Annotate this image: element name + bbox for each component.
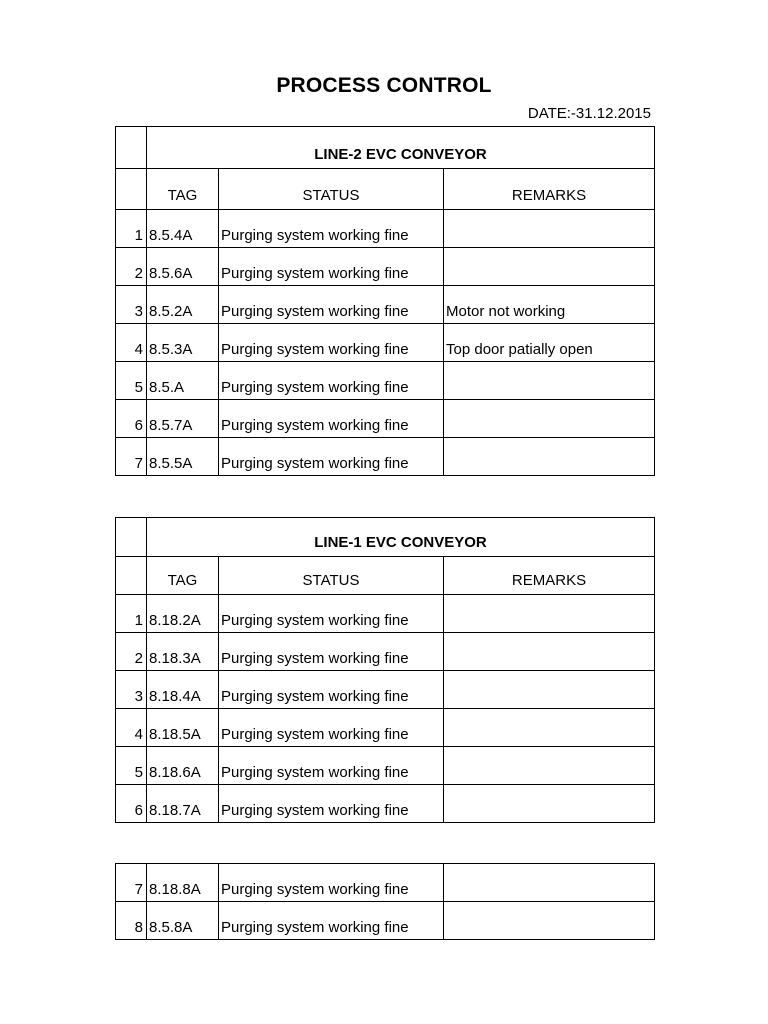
tag-cell: 8.18.7A (147, 785, 219, 823)
status-cell: Purging system working fine (219, 864, 444, 902)
table-row (116, 785, 655, 823)
tag-cell: 8.18.2A (147, 595, 219, 633)
table-row (116, 671, 655, 709)
table-row (116, 633, 655, 671)
remarks-cell: Motor not working (444, 286, 655, 324)
row-number: 3 (116, 286, 147, 324)
table-row (116, 248, 655, 286)
status-cell: Purging system working fine (219, 785, 444, 823)
table-row (116, 324, 655, 362)
tag-cell: 8.5.8A (147, 902, 219, 940)
corner-cell (116, 518, 147, 557)
status-cell: Purging system working fine (219, 286, 444, 324)
tag-cell: 8.18.4A (147, 671, 219, 709)
row-number: 6 (116, 785, 147, 823)
remarks-cell (444, 864, 655, 902)
corner-cell (116, 557, 147, 595)
table-row (116, 362, 655, 400)
row-number: 1 (116, 210, 147, 248)
remarks-cell (444, 248, 655, 286)
status-cell: Purging system working fine (219, 362, 444, 400)
remarks-cell (444, 595, 655, 633)
tag-header: TAG (147, 169, 219, 210)
table-row (116, 747, 655, 785)
tag-cell: 8.5.7A (147, 400, 219, 438)
table-row (116, 595, 655, 633)
remarks-cell (444, 902, 655, 940)
status-cell: Purging system working fine (219, 248, 444, 286)
row-number: 4 (116, 709, 147, 747)
report-date: DATE:-31.12.2015 (527, 105, 651, 122)
table-row (116, 438, 655, 476)
corner-cell (116, 169, 147, 210)
tag-cell: 8.18.5A (147, 709, 219, 747)
status-cell: Purging system working fine (219, 902, 444, 940)
table-row (116, 286, 655, 324)
status-cell: Purging system working fine (219, 747, 444, 785)
remarks-cell (444, 709, 655, 747)
tag-cell: 8.5.A (147, 362, 219, 400)
row-number: 5 (116, 747, 147, 785)
tag-cell: 8.5.5A (147, 438, 219, 476)
line2-title: LINE-2 EVC CONVEYOR (147, 127, 655, 169)
remarks-cell (444, 633, 655, 671)
row-number: 1 (116, 595, 147, 633)
status-cell: Purging system working fine (219, 671, 444, 709)
table-row (116, 400, 655, 438)
status-header: STATUS (219, 169, 444, 210)
tag-cell: 8.18.3A (147, 633, 219, 671)
tag-cell: 8.5.2A (147, 286, 219, 324)
corner-cell (116, 127, 147, 169)
table-row (116, 709, 655, 747)
row-number: 2 (116, 248, 147, 286)
line2-table (115, 126, 655, 476)
page-title: PROCESS CONTROL (276, 74, 492, 97)
remarks-cell (444, 400, 655, 438)
status-cell: Purging system working fine (219, 210, 444, 248)
tag-header: TAG (147, 557, 219, 595)
row-number: 4 (116, 324, 147, 362)
line1-title: LINE-1 EVC CONVEYOR (147, 518, 655, 557)
remarks-cell (444, 362, 655, 400)
tag-cell: 8.18.8A (147, 864, 219, 902)
remarks-cell (444, 747, 655, 785)
status-cell: Purging system working fine (219, 633, 444, 671)
remarks-header: REMARKS (444, 169, 655, 210)
status-cell: Purging system working fine (219, 595, 444, 633)
row-number: 7 (116, 438, 147, 476)
table-row (116, 210, 655, 248)
status-header: STATUS (219, 557, 444, 595)
line1-table (115, 517, 655, 823)
remarks-cell (444, 438, 655, 476)
table-row (116, 902, 655, 940)
tag-cell: 8.5.6A (147, 248, 219, 286)
row-number: 6 (116, 400, 147, 438)
row-number: 2 (116, 633, 147, 671)
table-row (116, 864, 655, 902)
status-cell: Purging system working fine (219, 709, 444, 747)
tag-cell: 8.5.3A (147, 324, 219, 362)
row-number: 8 (116, 902, 147, 940)
tag-cell: 8.18.6A (147, 747, 219, 785)
remarks-cell (444, 210, 655, 248)
row-number: 3 (116, 671, 147, 709)
remarks-cell (444, 785, 655, 823)
row-number: 7 (116, 864, 147, 902)
remarks-cell: Top door patially open (444, 324, 655, 362)
tag-cell: 8.5.4A (147, 210, 219, 248)
status-cell: Purging system working fine (219, 438, 444, 476)
remarks-header: REMARKS (444, 557, 655, 595)
status-cell: Purging system working fine (219, 400, 444, 438)
status-cell: Purging system working fine (219, 324, 444, 362)
continuation-table (115, 863, 655, 940)
row-number: 5 (116, 362, 147, 400)
remarks-cell (444, 671, 655, 709)
